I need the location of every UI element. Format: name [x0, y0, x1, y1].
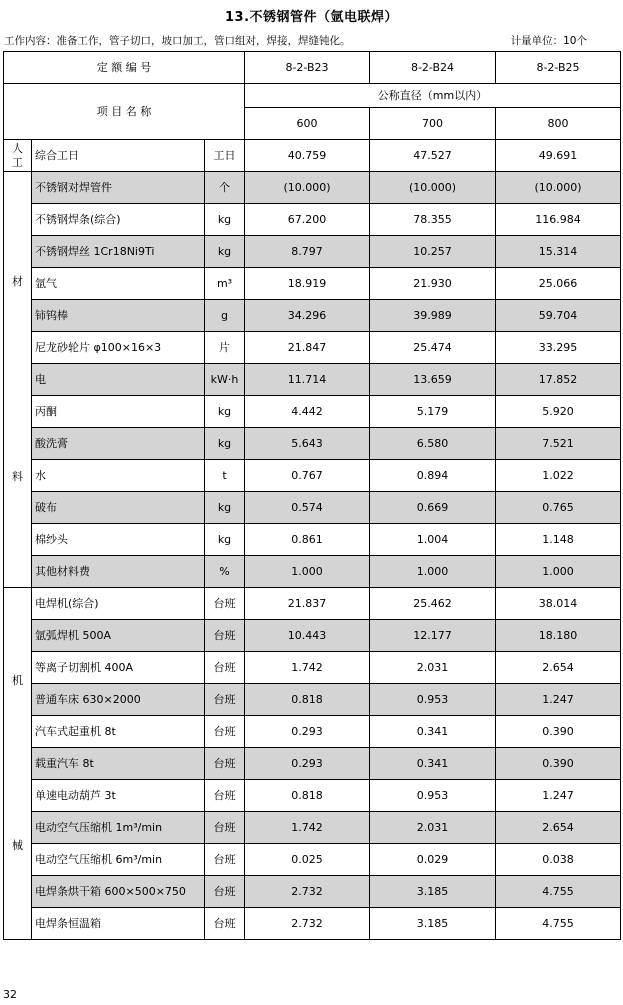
item-unit: 台班 [205, 844, 245, 876]
item-name: 其他材料费 [32, 556, 205, 588]
quota-code: 8-2-B24 [370, 52, 496, 84]
work-content: 工作内容：准备工作，管子切口，坡口加工，管口组对，焊接，焊缝钝化。 [4, 35, 351, 47]
item-value: 5.179 [370, 396, 496, 428]
measurement-unit: 计量单位：10个 [510, 35, 587, 47]
item-value: 21.837 [245, 588, 370, 620]
page-number: 32 [3, 988, 17, 1001]
item-name: 不锈钢焊丝 1Cr18Ni9Ti [32, 236, 205, 268]
item-name: 氩弧焊机 500A [32, 620, 205, 652]
item-value: 2.732 [245, 876, 370, 908]
item-name: 电动空气压缩机 6m³/min [32, 844, 205, 876]
table-row [4, 812, 621, 844]
item-unit: 台班 [205, 780, 245, 812]
item-unit: 台班 [205, 876, 245, 908]
item-value: 0.669 [370, 492, 496, 524]
category-cell [4, 140, 32, 172]
item-name: 丙酮 [32, 396, 205, 428]
item-value: 33.295 [496, 332, 621, 364]
item-name: 电动空气压缩机 1m³/min [32, 812, 205, 844]
category-label-bottom: 料 [12, 470, 23, 483]
item-value: 1.000 [245, 556, 370, 588]
item-value: 0.390 [496, 748, 621, 780]
item-value: 40.759 [245, 140, 370, 172]
item-value: 1.247 [496, 684, 621, 716]
item-value: 49.691 [496, 140, 621, 172]
item-name: 载重汽车 8t [32, 748, 205, 780]
item-value: 2.654 [496, 652, 621, 684]
item-unit: g [205, 300, 245, 332]
item-unit: 台班 [205, 620, 245, 652]
item-name: 棉纱头 [32, 524, 205, 556]
table-row [4, 428, 621, 460]
item-value: 0.953 [370, 780, 496, 812]
item-unit: t [205, 460, 245, 492]
category-label-top: 材 [12, 275, 23, 288]
item-value: 10.257 [370, 236, 496, 268]
item-unit: 台班 [205, 748, 245, 780]
item-value: 0.767 [245, 460, 370, 492]
quota-code: 8-2-B23 [245, 52, 370, 84]
diameter-label-row [4, 84, 621, 108]
table-row [4, 300, 621, 332]
item-name: 汽车式起重机 8t [32, 716, 205, 748]
item-unit: 台班 [205, 588, 245, 620]
item-unit: 片 [205, 332, 245, 364]
category-cell [4, 588, 32, 940]
item-value: 0.818 [245, 684, 370, 716]
item-value: 0.765 [496, 492, 621, 524]
table-row [4, 748, 621, 780]
item-value: 2.732 [245, 908, 370, 940]
item-name: 不锈钢焊条(综合) [32, 204, 205, 236]
item-name: 电 [32, 364, 205, 396]
item-value: 1.004 [370, 524, 496, 556]
item-unit: 台班 [205, 908, 245, 940]
item-value: 1.148 [496, 524, 621, 556]
item-unit: kg [205, 524, 245, 556]
table-row [4, 236, 621, 268]
item-value: 47.527 [370, 140, 496, 172]
table-row [4, 876, 621, 908]
item-value: 1.742 [245, 652, 370, 684]
item-name: 等离子切割机 400A [32, 652, 205, 684]
category-label-top: 机 [12, 674, 23, 687]
table-row [4, 556, 621, 588]
item-value: 21.930 [370, 268, 496, 300]
table-row [4, 588, 621, 620]
item-unit: kg [205, 396, 245, 428]
item-value: 0.341 [370, 716, 496, 748]
item-unit: m³ [205, 268, 245, 300]
item-name: 酸洗膏 [32, 428, 205, 460]
item-value: 13.659 [370, 364, 496, 396]
table-row [4, 396, 621, 428]
item-value: 0.341 [370, 748, 496, 780]
table-row [4, 684, 621, 716]
item-value: 1.022 [496, 460, 621, 492]
item-value: 1.000 [496, 556, 621, 588]
table-row [4, 780, 621, 812]
item-unit: kg [205, 204, 245, 236]
category-label-bottom: 械 [12, 839, 23, 852]
item-value: 12.177 [370, 620, 496, 652]
item-value: 59.704 [496, 300, 621, 332]
item-value: 3.185 [370, 876, 496, 908]
item-value: 1.000 [370, 556, 496, 588]
item-value: 0.574 [245, 492, 370, 524]
item-unit: 台班 [205, 716, 245, 748]
item-value: 17.852 [496, 364, 621, 396]
table-row [4, 268, 621, 300]
item-name: 单速电动葫芦 3t [32, 780, 205, 812]
table-row [4, 204, 621, 236]
item-value: (10.000) [370, 172, 496, 204]
item-value: 0.861 [245, 524, 370, 556]
item-unit: 工日 [205, 140, 245, 172]
item-value: (10.000) [496, 172, 621, 204]
item-value: 5.643 [245, 428, 370, 460]
item-value: 18.919 [245, 268, 370, 300]
item-value: 5.920 [496, 396, 621, 428]
item-unit: 台班 [205, 812, 245, 844]
item-name: 电焊条烘干箱 600×500×750 [32, 876, 205, 908]
item-unit: 个 [205, 172, 245, 204]
quota-code-row [4, 52, 621, 84]
item-value: 116.984 [496, 204, 621, 236]
category-label: 人工 [12, 141, 23, 169]
item-value: 2.031 [370, 652, 496, 684]
table-row [4, 524, 621, 556]
item-value: 39.989 [370, 300, 496, 332]
item-value: 0.894 [370, 460, 496, 492]
item-value: 34.296 [245, 300, 370, 332]
item-value: 1.742 [245, 812, 370, 844]
item-unit: kg [205, 236, 245, 268]
item-value: 0.390 [496, 716, 621, 748]
item-name: 普通车床 630×2000 [32, 684, 205, 716]
table-row [4, 716, 621, 748]
table-row [4, 652, 621, 684]
item-value: 78.355 [370, 204, 496, 236]
table-row [4, 172, 621, 204]
table-row [4, 908, 621, 940]
item-value: 8.797 [245, 236, 370, 268]
quota-code-label: 定 额 编 号 [4, 52, 245, 84]
item-name: 综合工日 [32, 140, 205, 172]
item-name: 电焊机(综合) [32, 588, 205, 620]
item-value: 15.314 [496, 236, 621, 268]
quota-code: 8-2-B25 [496, 52, 621, 84]
item-name: 电焊条恒温箱 [32, 908, 205, 940]
item-value: 10.443 [245, 620, 370, 652]
table-row [4, 844, 621, 876]
item-name: 尼龙砂轮片 φ100×16×3 [32, 332, 205, 364]
table-row [4, 460, 621, 492]
item-unit: kg [205, 428, 245, 460]
diameter-value: 600 [245, 108, 370, 140]
diameter-label: 公称直径（mm以内） [245, 84, 621, 108]
item-value: 0.953 [370, 684, 496, 716]
item-unit: kW·h [205, 364, 245, 396]
table-row [4, 364, 621, 396]
item-unit: 台班 [205, 684, 245, 716]
item-value: 6.580 [370, 428, 496, 460]
item-value: 2.031 [370, 812, 496, 844]
item-value: 0.293 [245, 748, 370, 780]
quota-table [3, 51, 621, 940]
item-unit: 台班 [205, 652, 245, 684]
table-row [4, 492, 621, 524]
item-name: 铈钨棒 [32, 300, 205, 332]
item-value: 38.014 [496, 588, 621, 620]
item-value: 0.818 [245, 780, 370, 812]
item-value: 4.442 [245, 396, 370, 428]
item-name-label: 项 目 名 称 [4, 84, 245, 140]
item-name: 水 [32, 460, 205, 492]
item-name: 破布 [32, 492, 205, 524]
diameter-value: 700 [370, 108, 496, 140]
item-value: 2.654 [496, 812, 621, 844]
table-row [4, 332, 621, 364]
item-value: 25.066 [496, 268, 621, 300]
item-value: 0.025 [245, 844, 370, 876]
item-value: 7.521 [496, 428, 621, 460]
table-row [4, 620, 621, 652]
item-unit: % [205, 556, 245, 588]
category-cell [4, 172, 32, 588]
item-value: 0.029 [370, 844, 496, 876]
table-row [4, 140, 621, 172]
item-name: 不锈钢对焊管件 [32, 172, 205, 204]
item-value: 21.847 [245, 332, 370, 364]
item-value: 25.474 [370, 332, 496, 364]
item-value: 4.755 [496, 908, 621, 940]
item-name: 氩气 [32, 268, 205, 300]
item-value: 4.755 [496, 876, 621, 908]
page-title: 13.不锈钢管件（氩电联焊） [224, 10, 399, 25]
item-unit: kg [205, 492, 245, 524]
item-value: 25.462 [370, 588, 496, 620]
item-value: 0.038 [496, 844, 621, 876]
diameter-value: 800 [496, 108, 621, 140]
item-value: 1.247 [496, 780, 621, 812]
item-value: 67.200 [245, 204, 370, 236]
item-value: (10.000) [245, 172, 370, 204]
item-value: 0.293 [245, 716, 370, 748]
item-value: 3.185 [370, 908, 496, 940]
item-value: 11.714 [245, 364, 370, 396]
item-value: 18.180 [496, 620, 621, 652]
